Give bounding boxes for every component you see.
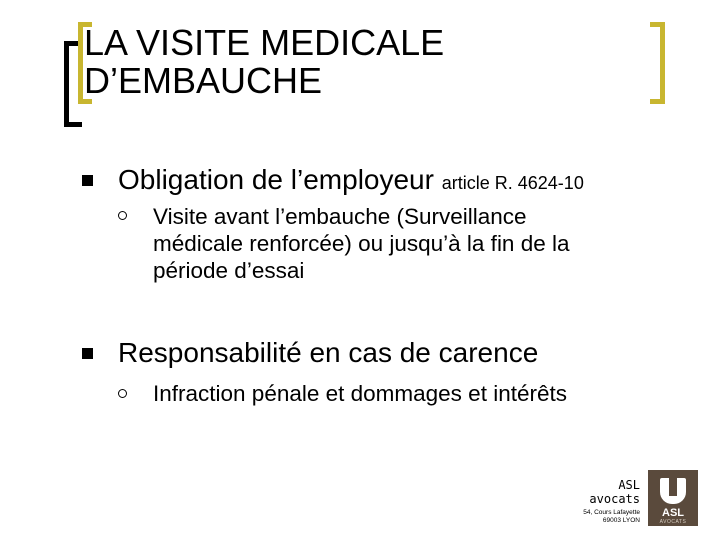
logo-firm-name-line-1: ASL: [618, 478, 640, 492]
sub-bullet-visite-line-2: médicale renforcée) ou jusqu’à la fin de la: [153, 231, 570, 256]
title-bracket-right-gold: [650, 22, 665, 104]
logo-emblem-cut: [669, 478, 677, 496]
logo-address: [583, 509, 640, 525]
logo-address-line-1: 54, Cours Lafayette: [583, 509, 640, 516]
sub-bullet-infraction-line-1: Infraction pénale et dommages et intérêts: [153, 381, 567, 406]
bullet-responsabilite: [118, 337, 538, 369]
slide-title-line-2: D’EMBAUCHE: [84, 60, 323, 101]
logo-badge-sub: AVOCATS: [659, 519, 687, 525]
logo-badge: [648, 470, 698, 526]
circle-bullet-icon: [118, 211, 127, 220]
sub-bullet-infraction: [153, 380, 567, 407]
logo-firm-name: [589, 478, 640, 506]
sub-bullet-visite: [153, 203, 570, 284]
sub-bullet-visite-line-1: Visite avant l’embauche (Surveillance: [153, 204, 527, 229]
bullet-obligation-text: Obligation de l’employeur: [118, 164, 434, 195]
logo-firm-name-line-2: avocats: [589, 492, 640, 506]
sub-bullet-visite-line-3: période d’essai: [153, 258, 305, 283]
square-bullet-icon: [82, 175, 93, 186]
slide-title: [84, 24, 644, 100]
logo-address-line-2: 69003 LYON: [602, 517, 640, 524]
logo-badge-label: ASL: [662, 507, 684, 519]
article-reference: article R. 4624-10: [441, 173, 584, 193]
slide-title-line-1: LA VISITE MEDICALE: [84, 22, 445, 63]
bullet-obligation: [118, 164, 584, 199]
square-bullet-icon: [82, 348, 93, 359]
circle-bullet-icon: [118, 389, 127, 398]
bullet-responsabilite-text: Responsabilité en cas de carence: [118, 337, 539, 368]
